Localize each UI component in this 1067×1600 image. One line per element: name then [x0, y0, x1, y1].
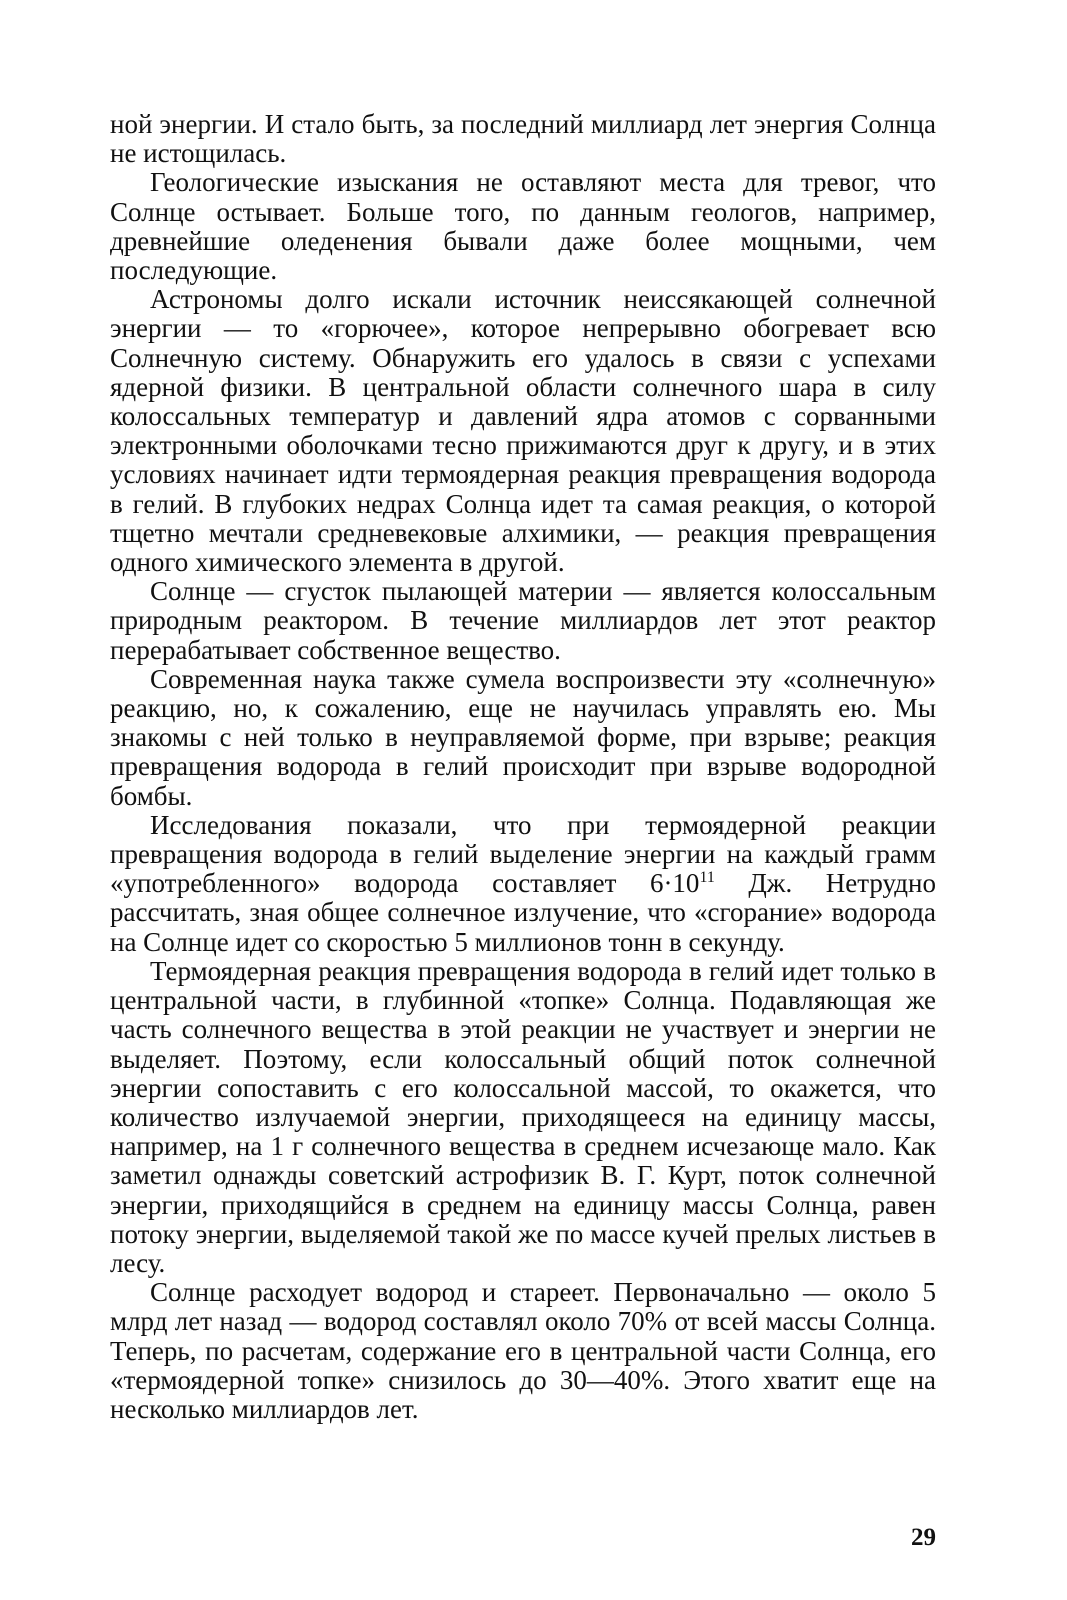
- paragraph-hydrogen-consumption: Солнце расходует водород и стареет. Первоначально — около 5 млрд лет назад — водород составлял около 70% от всей массы Солнца. Теперь, по расчетам, содержание его в центральной части Солнца, его «термоядерной топке» снизилось до 30—40%. Этого хватит еще на несколько миллиардов лет.: [110, 1277, 936, 1424]
- page-number: 29: [911, 1524, 936, 1551]
- page-body: [110, 110, 936, 1424]
- paragraph-energy-per-gram: [110, 811, 936, 957]
- paragraph-reactor: Солнце — сгусток пылающей материи — является колоссальным природным реактором. В течение миллиардов лет этот реактор перерабатывает собственное вещество.: [110, 576, 936, 665]
- paragraph-core-reaction: Термоядерная реакция превращения водорода в гелий идет только в центральной части, в глубинной «топке» Солнца. Подавляющая же часть солнечного вещества в этой реакции не участвует и энергии не выделяет. Поэтому, если колоссальный общий поток солнечной энергии сопоставить с его колоссальной массой, то окажется, что количество излучаемой энергии, приходящееся на единицу массы, например, на 1 г солнечного вещества в среднем исчезающе мало. Как заметил однажды советский астрофизик В. Г. Курт, поток солнечной энергии, приходящийся в среднем на единицу массы Солнца, равен потоку энергии, выделяемой такой же по массе кучей прелых листьев в лесу.: [110, 955, 936, 1278]
- paragraph-geology: Геологические изыскания не оставляют места для тревог, что Солнце остывает. Больше того, по данным геологов, например, древнейшие оледенения бывали даже более мощными, чем последующие.: [110, 167, 936, 286]
- paragraph-continuation: ной энергии. И стало быть, за последний миллиард лет энергия Солнца не истощилась.: [110, 109, 936, 169]
- paragraph-astronomers: Астрономы долго искали источник неиссякающей солнечной энергии — то «горючее», которое непрерывно обогревает всю Солнечную систему. Обнаружить его удалось в связи с успехами ядерной физики. В центральной области солнечного шара в силу колоссальных температур и давлений ядра атомов с сорванными электронными оболочками тесно прижимаются друг к другу, и в этих условиях начинает идти термоядерная реакция превращения водорода в гелий. В глубоких недрах Солнца идет та самая реакция, о которой тщетно мечтали средневековые алхимики, — реакция превращения одного химического элемента в другой.: [110, 284, 936, 578]
- paragraph-modern-science: Современная наука также сумела воспроизвести эту «солнечную» реакцию, но, к сожалению, еще не научилась управлять ею. Мы знакомы с ней только в неуправляемой форме, при взрыве; реакция превращения водорода в гелий происходит при взрыве водородной бомбы.: [110, 663, 936, 811]
- energy-text-after: Дж. Нетрудно рассчитать, зная общее солнечное излучение, что «сгорание» водорода на Солнце идет со скоростью 5 миллионов тонн в секунду.: [110, 868, 936, 957]
- energy-text-before: Исследования показали, что при термоядерной реакции превращения водорода в гелий выделение энергии на каждый грамм «употребленного» водорода составляет 6·10: [110, 809, 936, 899]
- energy-exponent: 11: [699, 869, 715, 887]
